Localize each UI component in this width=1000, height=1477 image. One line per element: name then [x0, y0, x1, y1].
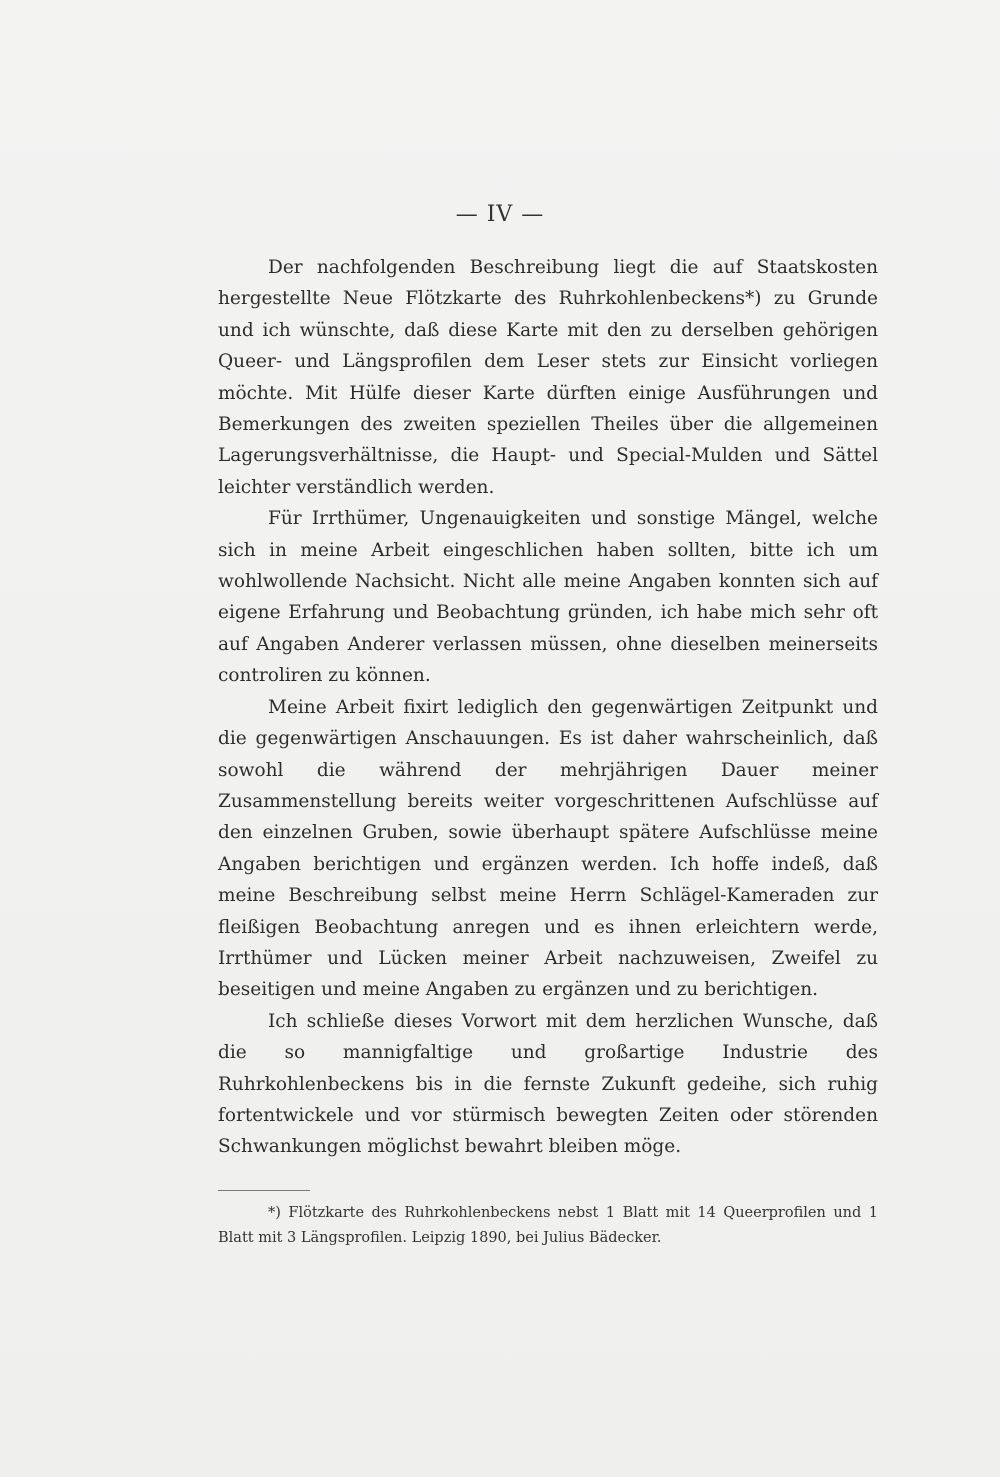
- preface-body: [218, 252, 878, 1163]
- paragraph-1: Der nachfolgenden Beschreibung liegt die auf Staatskosten hergestellte Neue Flötzkarte des Ruhrkohlenbeckens*) zu Grunde und ich wünschte, daß diese Karte mit den zu derselben gehörigen Queer- und Längsprofilen dem Leser stets zur Einsicht vorliegen möchte. Mit Hülfe dieser Karte dürften einige Ausführungen und Bemerkungen des zweiten speziellen Theiles über die allgemeinen Lagerungsverhältnisse, die Haupt- und Special-Mulden und Sättel leichter verständlich werden.: [218, 257, 878, 498]
- paragraph-4: Ich schließe dieses Vorwort mit dem herzlichen Wunsche, daß die so mannigfaltige und großartige Industrie des Ruhrkohlenbeckens bis in die fernste Zukunft gedeihe, sich ruhig fortentwickele und vor stürmisch bewegten Zeiten oder störenden Schwankungen möglichst bewahrt bleiben möge.: [218, 1010, 878, 1158]
- footnote-divider: [218, 1190, 310, 1191]
- page-number: — IV —: [455, 202, 545, 227]
- footnote: *) Flötzkarte des Ruhrkohlenbeckens nebst 1 Blatt mit 14 Queerprofilen und 1 Blatt mit 3 Längsprofilen. Leipzig 1890, bei Julius Bädecker.: [218, 1205, 878, 1246]
- paragraph-3: Meine Arbeit fixirt lediglich den gegenwärtigen Zeitpunkt und die gegenwärtigen Anschauungen. Es ist daher wahrscheinlich, daß sowohl die während der mehrjährigen Dauer meiner Zusammenstellung bereits weiter vorgeschrittenen Aufschlüsse auf den einzelnen Gruben, sowie überhaupt spätere Aufschlüsse meine Angaben berichtigen und ergänzen werden. Ich hoffe indeß, daß meine Beschreibung selbst meine Herrn Schlägel-Kameraden zur fleißigen Beobachtung anregen und es ihnen erleichtern werde, Irrthümer und Lücken meiner Arbeit nachzuweisen, Zweifel zu beseitigen und meine Angaben zu ergänzen und zu berichtigen.: [218, 696, 878, 1001]
- paragraph-2: Für Irrthümer, Ungenauigkeiten und sonstige Mängel, welche sich in meine Arbeit eingeschlichen haben sollten, bitte ich um wohlwollende Nachsicht. Nicht alle meine Angaben konnten sich auf eigene Erfahrung und Beobachtung gründen, ich habe mich sehr oft auf Angaben Anderer verlassen müssen, ohne dieselben meinerseits controliren zu können.: [218, 508, 878, 687]
